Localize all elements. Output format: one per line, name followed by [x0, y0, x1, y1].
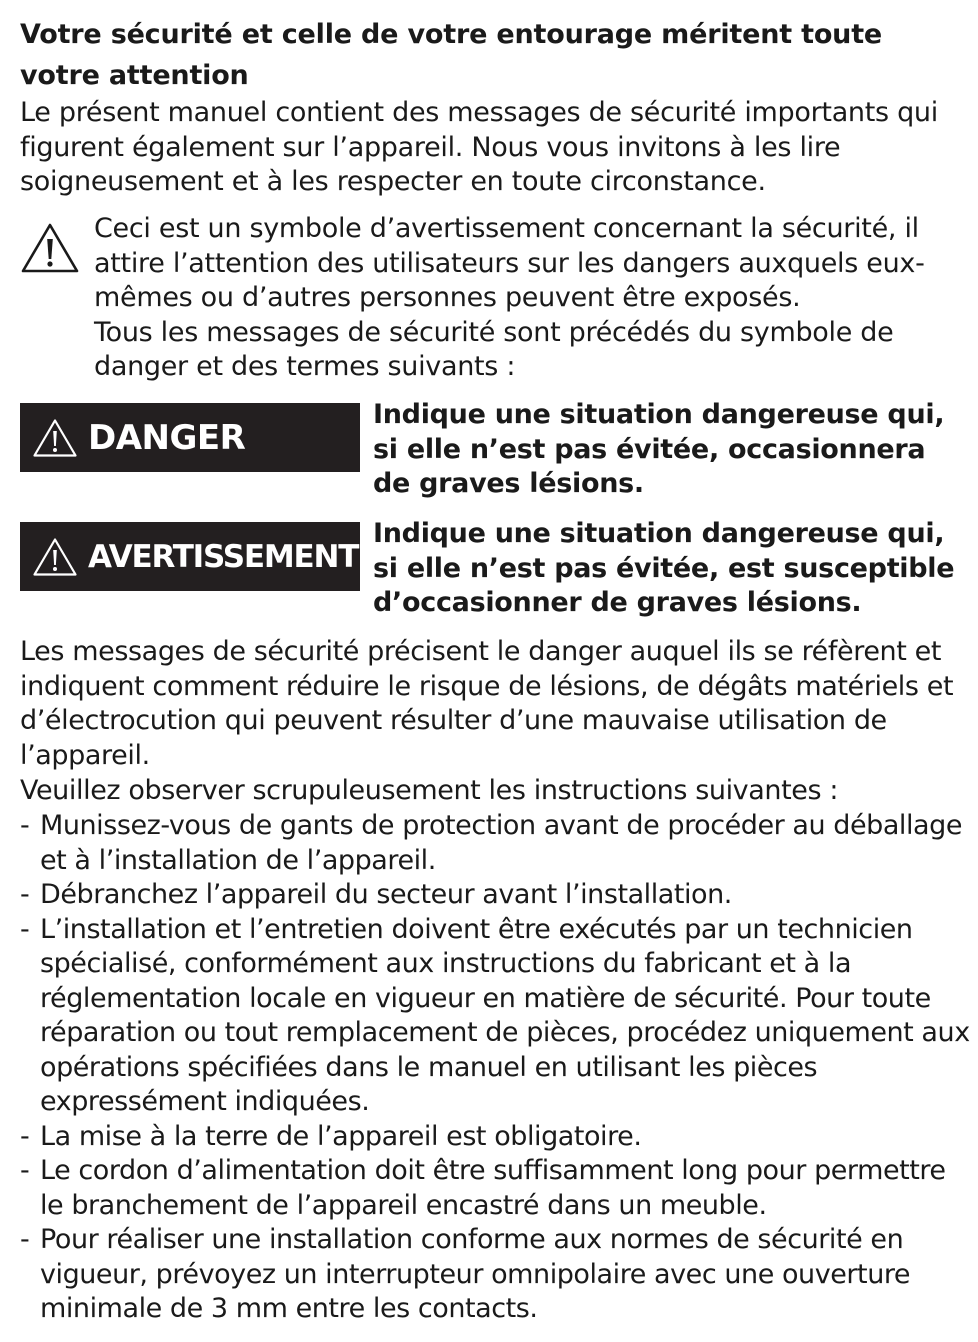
list-item: - Le cordon d’alimentation doit être suffisamment long pour permettre le branchement de l’appareil encastré dans un meuble. — [20, 1154, 970, 1223]
warning-description: Indique une situation dangereuse qui, si elle n’est pas évitée, est susceptible d’occasionner de graves lésions. — [373, 518, 955, 618]
warning-triangle-icon — [20, 222, 80, 274]
danger-badge — [20, 403, 360, 472]
symbol-description: Ceci est un symbole d’avertissement concernant la sécurité, il attire l’attention des utilisateurs sur les dangers auxquels eux-mêmes ou d’autres personnes peuvent être exposés. — [94, 213, 925, 313]
danger-warning-icon — [32, 418, 78, 458]
intro-paragraph: Le présent manuel contient des messages de sécurité importants qui figurent également sur l’appareil. Nous vous invitons à les lire soigneusement et à les respecter en toute circonstance. — [20, 97, 938, 197]
safety-symbol-explanation — [94, 212, 964, 385]
warning-badge — [20, 522, 360, 591]
list-item: - Débranchez l’appareil du secteur avant l’installation. — [20, 878, 970, 913]
list-item: - Munissez-vous de gants de protection avant de procéder au déballage et à l’installation de l’appareil. — [20, 809, 970, 878]
list-item: - Pour réaliser une installation conforme aux normes de sécurité en vigueur, prévoyez un interrupteur omnipolaire avec une ouverture minimale de 3 mm entre les contacts. — [20, 1223, 970, 1327]
danger-description: Indique une situation dangereuse qui, si elle n’est pas évitée, occasionnera de graves lésions. — [373, 399, 945, 499]
list-item: - La mise à la terre de l’appareil est obligatoire. — [20, 1120, 970, 1155]
list-item: - L’installation et l’entretien doivent être exécutés par un technicien spécialisé, conformément aux instructions du fabricant et à la réglementation locale en vigueur en matière de sécurité. Pour toute réparation ou tout remplacement de pièces, procédez uniquement aux opérations spécifiées dans le manuel en utilisant les pièces expressément indiquées. — [20, 913, 970, 1120]
instructions-intro: Veuillez observer scrupuleusement les instructions suivantes : — [20, 775, 839, 806]
page-title: Votre sécurité et celle de votre entourage méritent toute votre attention — [20, 19, 883, 91]
warning-label: AVERTISSEMENT — [88, 538, 359, 575]
symbol-preface: Tous les messages de sécurité sont précédés du symbole de danger et des termes suivants : — [94, 316, 894, 382]
safety-messages-paragraph: Les messages de sécurité précisent le danger auquel ils se réfèrent et indiquent comment réduire le risque de lésions, de dégâts matériels et d’électrocution qui peuvent résulter d’une mauvaise utilisation de l’appareil. — [20, 636, 954, 771]
instructions-list — [20, 809, 970, 1327]
warning-signal-icon — [32, 537, 78, 577]
danger-label: DANGER — [88, 417, 246, 458]
